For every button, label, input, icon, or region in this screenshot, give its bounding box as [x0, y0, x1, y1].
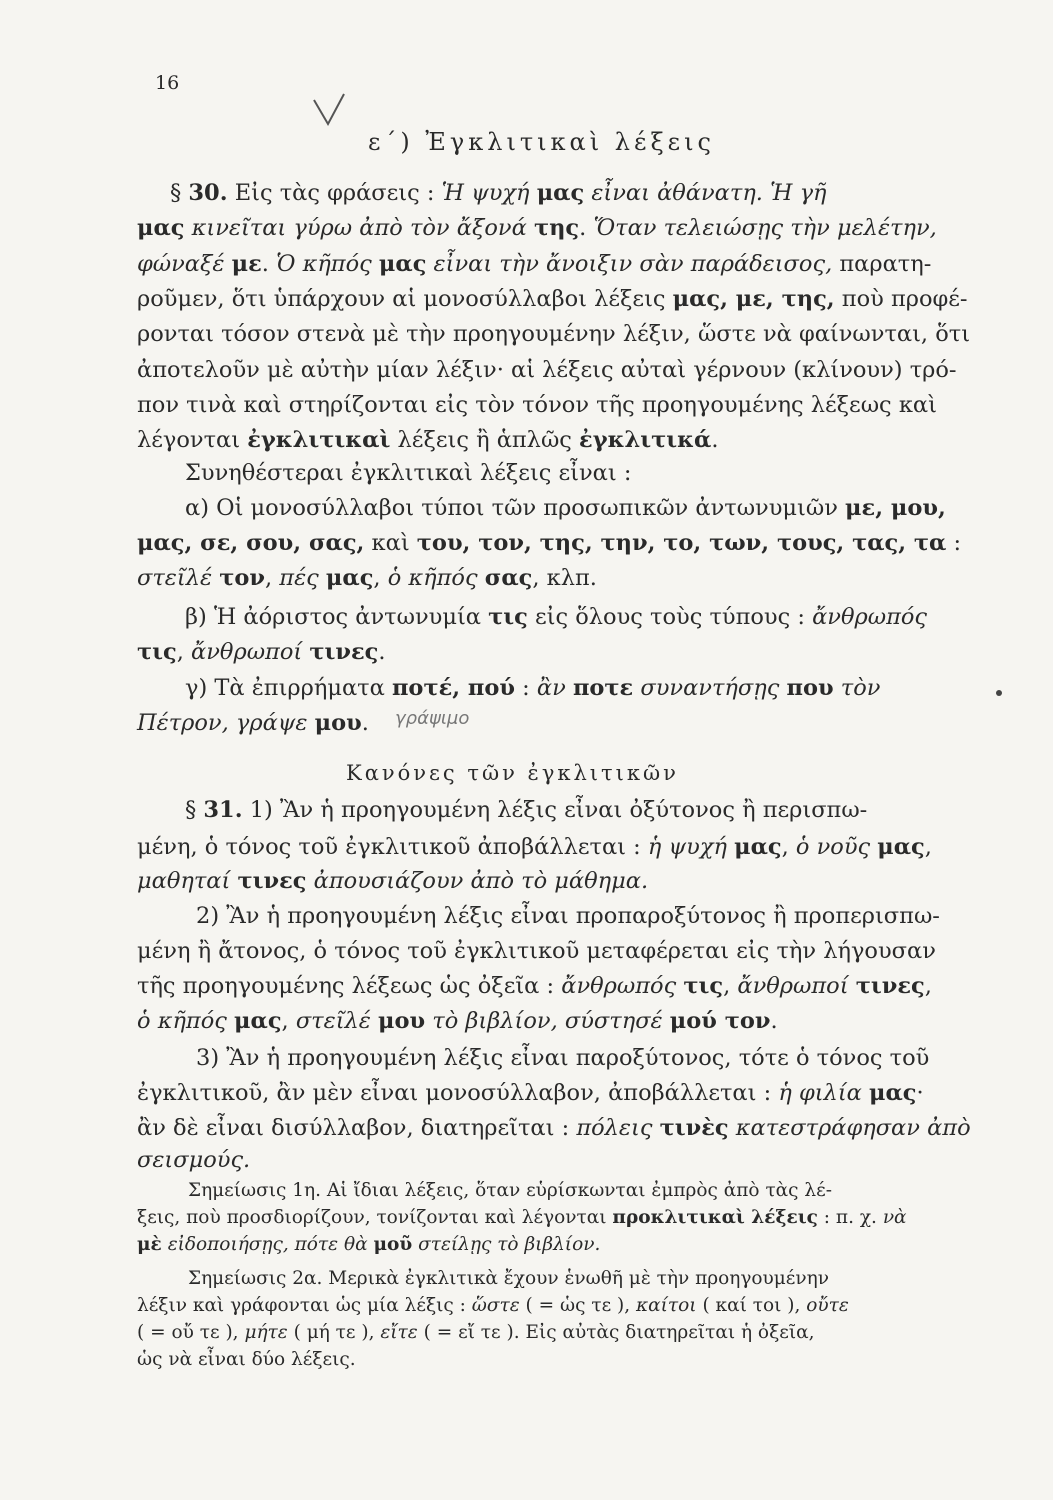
- text-line: β) Ἡ ἀόριστος ἀντωνυμία τις εἰς ὅλους τοὺς τύπους : ἄνθρωπός: [185, 604, 928, 630]
- text-line: Συνηθέστεραι ἐγκλιτικαὶ λέξεις εἶναι :: [185, 460, 632, 486]
- text-line: τις, ἄνθρωποί τινες.: [137, 639, 386, 665]
- text-line: ἐγκλιτικοῦ, ἂν μὲν εἶναι μονοσύλλαβον, ἀποβάλλεται : ἡ φιλία μας·: [137, 1080, 924, 1106]
- text-line: μας, σε, σου, σας, καὶ του, τον, της, την, το, των, τους, τας, τα :: [137, 530, 962, 556]
- note-line: λέξιν καὶ γράφονται ὡς μία λέξις : ὥστε ( = ὡς τε ), καίτοι ( καί τοι ), οὔτε: [137, 1295, 849, 1316]
- text-line: ὁ κῆπός μας, στεῖλέ μου τὸ βιβλίον, σύστησέ μού τον.: [137, 1008, 778, 1034]
- margin-dot-icon: [996, 690, 1002, 696]
- text-line: § 31. 1) Ἂν ἡ προηγουμένη λέξις εἶναι ὀξύτονος ἢ περισπω-: [185, 797, 868, 823]
- text-line: Πέτρον, γράψε μου.: [137, 710, 369, 736]
- note-line: ὡς νὰ εἶναι δύο λέξεις.: [137, 1349, 356, 1370]
- note-line: Σημείωσις 1η. Αἱ ἴδιαι λέξεις, ὅταν εὑρίσκωνται ἐμπρὸς ἀπὸ τὰς λέ-: [188, 1180, 832, 1201]
- text-line: στεῖλέ τον, πές μας, ὁ κῆπός σας, κλπ.: [137, 565, 597, 591]
- text-line: μαθηταί τινες ἀπουσιάζουν ἀπὸ τὸ μάθημα.: [137, 868, 649, 894]
- text-line: 3) Ἂν ἡ προηγουμένη λέξις εἶναι παροξύτονος, τότε ὁ τόνος τοῦ: [196, 1045, 930, 1071]
- text-line: φώναξέ με. Ὁ κῆπός μας εἶναι τὴν ἄνοιξιν σὰν παράδεισος, παρατη-: [137, 251, 932, 277]
- handwritten-note: γράψιμο: [395, 708, 470, 729]
- text-line: α) Οἱ μονοσύλλαβοι τύποι τῶν προσωπικῶν ἀντωνυμιῶν με, μου,: [185, 495, 946, 521]
- text-line: ροῦμεν, ὅτι ὑπάρχουν αἱ μονοσύλλαβοι λέξεις μας, με, της, ποὺ προφέ-: [137, 286, 968, 312]
- text-line: ἂν δὲ εἶναι δισύλλαβον, διατηρεῖται : πόλεις τινὲς κατεστράφησαν ἀπὸ: [137, 1115, 971, 1141]
- text-line: μας κινεῖται γύρω ἀπὸ τὸν ἄξονά της. Ὅταν τελειώσῃς τὴν μελέτην,: [137, 215, 937, 241]
- text-line: γ) Τὰ ἐπιρρήματα ποτέ, πού : ἂν ποτε συναντήσῃς που τὸν: [185, 675, 881, 701]
- handwritten-check-icon: [310, 92, 350, 132]
- text-line: ρονται τόσον στενὰ μὲ τὴν προηγουμένην λέξιν, ὥστε νὰ φαίνωνται, ὅτι: [137, 321, 971, 347]
- text-line: τῆς προηγουμένης λέξεως ὡς ὀξεῖα : ἄνθρωπός τις, ἄνθρωποί τινες,: [137, 973, 932, 999]
- text-line: λέγονται ἐγκλιτικαὶ λέξεις ἢ ἁπλῶς ἐγκλιτικά.: [137, 427, 719, 453]
- note-line: μὲ εἰδοποιήσῃς, πότε θὰ μοῦ στείλῃς τὸ βιβλίον.: [137, 1234, 601, 1255]
- text-line: πον τινὰ καὶ στηρίζονται εἰς τὸν τόνον τῆς προηγουμένης λέξεως καὶ: [137, 392, 937, 418]
- text-line: μένη, ὁ τόνος τοῦ ἐγκλιτικοῦ ἀποβάλλεται : ἡ ψυχή μας, ὁ νοῦς μας,: [137, 834, 932, 860]
- text-line: § 30. Εἰς τὰς φράσεις : Ἡ ψυχή μας εἶναι ἀθάνατη. Ἡ γῆ: [170, 180, 827, 206]
- note-line: ( = οὔ τε ), μήτε ( μή τε ), εἴτε ( = εἴ τε ). Εἰς αὐτὰς διατηρεῖται ἡ ὀξεῖα,: [137, 1322, 815, 1343]
- section-heading: ε΄) Ἐγκλιτικαὶ λέξεις: [368, 128, 715, 156]
- text-line: μένη ἢ ἄτονος, ὁ τόνος τοῦ ἐγκλιτικοῦ μεταφέρεται εἰς τὴν λήγουσαν: [137, 938, 936, 964]
- note-line: ξεις, ποὺ προσδιορίζουν, τονίζονται καὶ λέγονται προκλιτικαὶ λέξεις : π. χ. νὰ: [137, 1207, 907, 1228]
- text-line: 2) Ἂν ἡ προηγουμένη λέξις εἶναι προπαροξύτονος ἢ προπερισπω-: [196, 903, 940, 929]
- page-number: 16: [155, 72, 180, 94]
- text-line: ἀποτελοῦν μὲ αὐτὴν μίαν λέξιν· αἱ λέξεις αὐταὶ γέρνουν (κλίνουν) τρό-: [137, 357, 957, 383]
- sub-heading: Κανόνες τῶν ἐγκλιτικῶν: [346, 761, 679, 785]
- text-line: σεισμούς.: [137, 1147, 251, 1173]
- note-line: Σημείωσις 2α. Μερικὰ ἐγκλιτικὰ ἔχουν ἑνωθῆ μὲ τὴν προηγουμένην: [188, 1268, 829, 1289]
